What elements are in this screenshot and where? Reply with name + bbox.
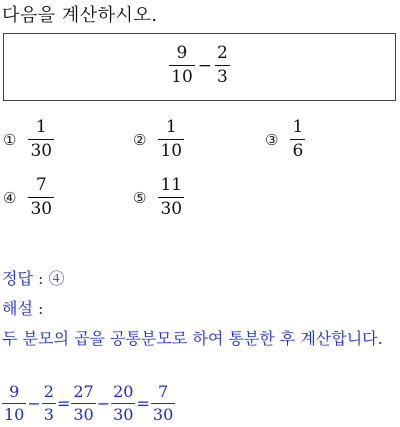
denominator: 30	[113, 405, 134, 424]
denominator: 10	[171, 67, 193, 87]
minus-operator: −	[197, 55, 213, 76]
numerator: 7	[35, 175, 47, 195]
denominator: 30	[30, 199, 53, 219]
expression-box	[3, 33, 396, 101]
denominator: 30	[152, 405, 174, 424]
fraction-nine-tenths	[169, 45, 195, 86]
numerator: 1	[35, 117, 47, 137]
denominator: 30	[30, 141, 53, 161]
choice-2[interactable]	[133, 119, 184, 160]
choice-mark: ⑤	[133, 188, 147, 207]
calc-fraction-4	[111, 384, 135, 423]
choice-fraction	[158, 119, 184, 160]
explanation-calculation	[2, 384, 175, 423]
equals-sign: =	[56, 394, 71, 413]
answer-line: 정답 : ④	[2, 269, 65, 288]
denominator: 3	[217, 67, 228, 87]
calc-fraction-3	[71, 384, 95, 423]
denominator: 3	[43, 405, 54, 424]
choice-5[interactable]	[133, 177, 184, 218]
choice-1[interactable]	[3, 119, 54, 160]
choice-3[interactable]	[265, 119, 305, 160]
calc-fraction-2	[42, 384, 56, 423]
numerator: 20	[113, 382, 134, 401]
choice-fraction	[290, 119, 305, 160]
calc-fraction-1	[2, 384, 26, 423]
denominator: 10	[4, 405, 25, 424]
numerator: 7	[157, 382, 169, 401]
choice-mark: ④	[3, 188, 17, 207]
question-expression	[4, 45, 395, 86]
minus-operator: −	[96, 394, 111, 413]
numerator: 2	[43, 382, 54, 401]
question-instruction: 다음을 계산하시오.	[2, 5, 158, 26]
choice-4[interactable]	[3, 177, 54, 218]
denominator: 10	[160, 141, 183, 161]
numerator: 27	[73, 382, 94, 401]
choice-mark: ②	[133, 130, 147, 149]
denominator: 6	[292, 141, 304, 161]
fraction-two-thirds	[215, 45, 230, 86]
numerator: 9	[176, 43, 188, 63]
minus-operator: −	[27, 394, 41, 413]
equals-sign: =	[136, 394, 150, 413]
choice-fraction	[28, 177, 54, 218]
choice-mark: ①	[3, 130, 17, 149]
explanation-text: 두 분모의 곱을 공통분모로 하여 통분한 후 계산합니다.	[2, 329, 383, 348]
numerator: 2	[217, 43, 228, 63]
choice-fraction	[28, 119, 54, 160]
numerator: 9	[9, 382, 20, 401]
numerator: 11	[160, 175, 183, 195]
denominator: 30	[160, 199, 183, 219]
choice-fraction	[158, 177, 184, 218]
denominator: 30	[73, 405, 94, 424]
numerator: 1	[292, 117, 304, 137]
numerator: 1	[165, 117, 177, 137]
calc-fraction-5	[151, 384, 175, 423]
choice-mark: ③	[265, 130, 279, 149]
explanation-label: 해설 :	[2, 299, 44, 318]
